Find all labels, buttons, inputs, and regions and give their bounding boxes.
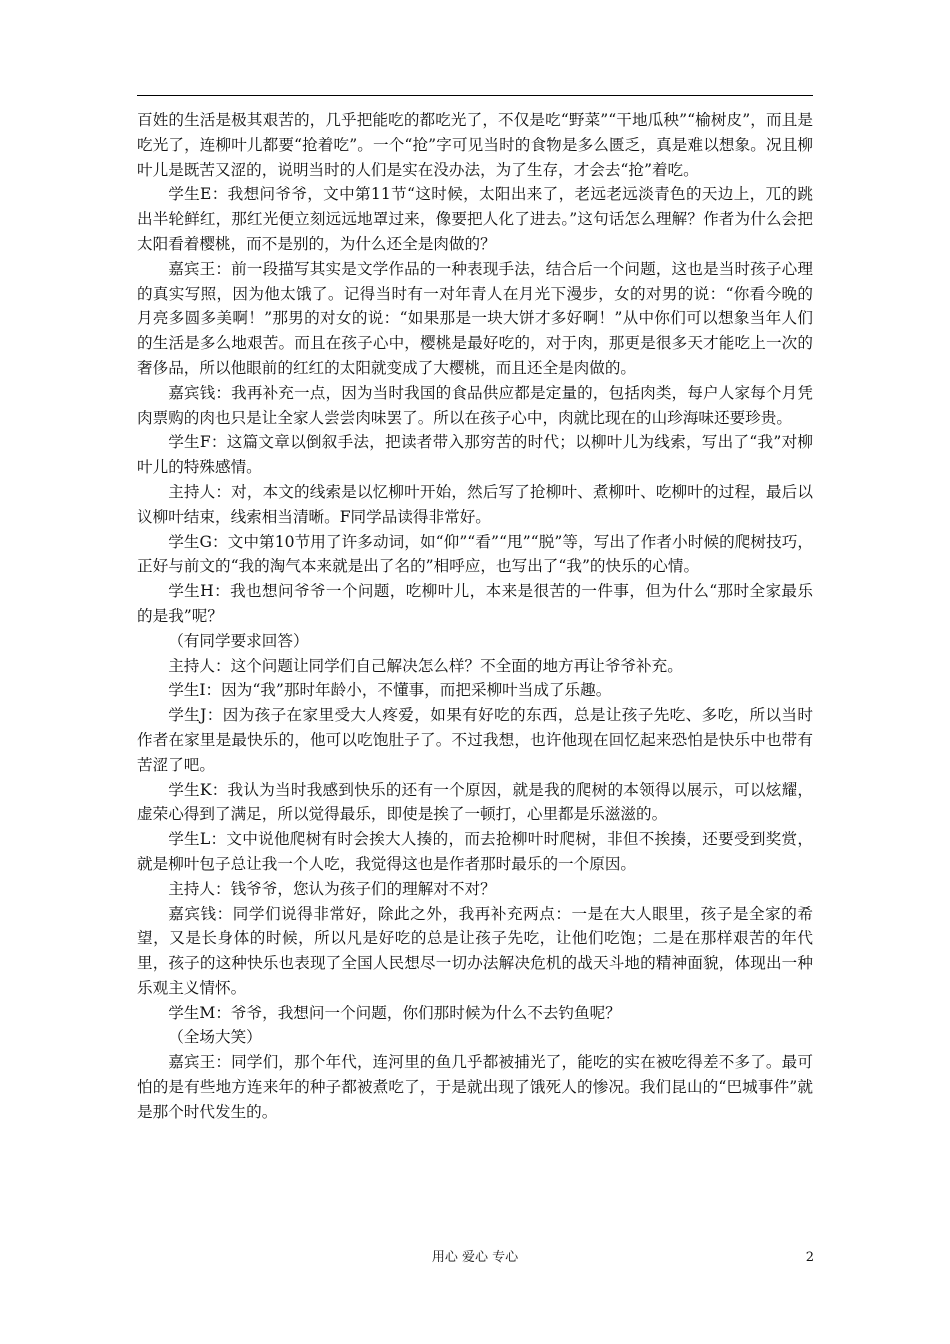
paragraph: 嘉宾王：前一段描写其实是文学作品的一种表现手法，结合后一个问题，这也是当时孩子心理的真实写照，因为他太饿了。记得当时有一对年青人在月光下漫步，女的对男的说：“你看今晚的月亮多圆多美啊！”那男的对女的说：“如果那是一块大饼才多好啊！”从中你们可以想象当年人们的生活是多么地艰苦。而且在孩子心中，樱桃是最好吃的，对于肉，那更是很多天才能吃上一次的奢侈品，所以他眼前的红红的太阳就变成了大樱桃，而且还全是肉做的。 <box>137 259 813 377</box>
paragraph: 嘉宾钱：我再补充一点，因为当时我国的食品供应都是定量的，包括肉类，每户人家每个月凭肉票购的肉也只是让全家人尝尝肉味罢了。所以在孩子心中，肉就比现在的山珍海味还要珍贵。 <box>137 383 813 427</box>
footer-motto: 用心 爱心 专心 <box>431 1250 519 1265</box>
paragraph: （全场大笑） <box>168 1028 262 1047</box>
page-number: 2 <box>805 1250 814 1265</box>
paragraph: 主持人：对，本文的线索是以忆柳叶开始，然后写了抢柳叶、煮柳叶、吃柳叶的过程，最后以议柳叶结束，线索相当清晰。F同学品读得非常好。 <box>137 482 813 526</box>
paragraph: 学生F：这篇文章以倒叙手法，把读者带入那穷苦的时代；以柳叶儿为线索，写出了“我”对柳叶儿的特殊感情。 <box>137 433 813 477</box>
paragraph: 主持人：这个问题让同学们自己解决怎么样？不全面的地方再让爷爷补充。 <box>168 656 683 675</box>
paragraph: 学生I：因为“我”那时年龄小，不懂事，而把采柳叶当成了乐趣。 <box>168 681 612 700</box>
paragraph: 主持人：钱爷爷，您认为孩子们的理解对不对？ <box>168 879 496 898</box>
paragraph: 学生L：文中说他爬树有时会挨大人揍的，而去抢柳叶时爬树，非但不挨揍，还要受到奖赏，就是柳叶包子总让我一个人吃，我觉得这也是作者那时最乐的一个原因。 <box>137 830 813 873</box>
header-rule <box>137 95 813 96</box>
paragraph: 学生K：我认为当时我感到快乐的还有一个原因，就是我的爬树的本领得以展示，可以炫耀，虚荣心得到了满足，所以觉得最乐，即使是挨了一顿打，心里都是乐滋滋的。 <box>137 780 813 824</box>
paragraph: （有同学要求回答） <box>168 631 309 650</box>
paragraph: 学生G：文中第10节用了许多动词，如“仰”“看”“甩”“脱”等，写出了作者小时候的爬树技巧，正好与前文的“我的淘气本来就是出了名的”相呼应，也写出了“我”的快乐的心情。 <box>137 532 813 576</box>
body-text <box>137 108 813 1125</box>
paragraph: 嘉宾王：同学们，那个年代，连河里的鱼几乎都被捕光了，能吃的实在被吃得差不多了。最可怕的是有些地方连来年的种子都被煮吃了，于是就出现了饿死人的惨况。我们昆山的“巴城事件”就是那个时代发生的。 <box>137 1053 813 1121</box>
paragraph: 学生J：因为孩子在家里受大人疼爱，如果有好吃的东西，总是让孩子先吃、多吃，所以当时作者在家里是最快乐的，他可以吃饱肚子了。不过我想，也许他现在回忆起来恐怕是快乐中也带有苦涩了吧。 <box>137 706 813 774</box>
paragraph: 学生H：我也想问爷爷一个问题，吃柳叶儿，本来是很苦的一件事，但为什么“那时全家最乐的是我”呢？ <box>137 582 813 625</box>
paragraph: 百姓的生活是极其艰苦的，几乎把能吃的都吃光了，不仅是吃“野菜”“干地瓜秧”“榆树皮”，而且是吃光了，连柳叶儿都要“抢着吃”。一个“抢”字可见当时的食物是多么匮乏，真是难以想象。况且柳叶儿是既苦又涩的，说明当时的人们是实在没办法，为了生存，才会去“抢”着吃。 <box>137 111 813 179</box>
paragraph: 学生E：我想问爷爷，文中第11节“这时候，太阳出来了，老远老远淡青色的天边上，兀的跳出半轮鲜红，那红光便立刻远远地罩过来，像要把人化了进去。”这句话怎么理解？作者为什么会把太阳看着樱桃，而不是别的，为什么还全是肉做的？ <box>137 185 813 253</box>
paragraph: 嘉宾钱：同学们说得非常好，除此之外，我再补充两点：一是在大人眼里，孩子是全家的希望，又是长身体的时候，所以凡是好吃的总是让孩子先吃，让他们吃饱；二是在那样艰苦的年代里，孩子的这种快乐也表现了全国人民想尽一切办法解决危机的战天斗地的精神面貌，体现出一种乐观主义情怀。 <box>137 904 813 997</box>
paragraph: 学生M：爷爷，我想问一个问题，你们那时候为什么不去钓鱼呢？ <box>168 1003 621 1022</box>
